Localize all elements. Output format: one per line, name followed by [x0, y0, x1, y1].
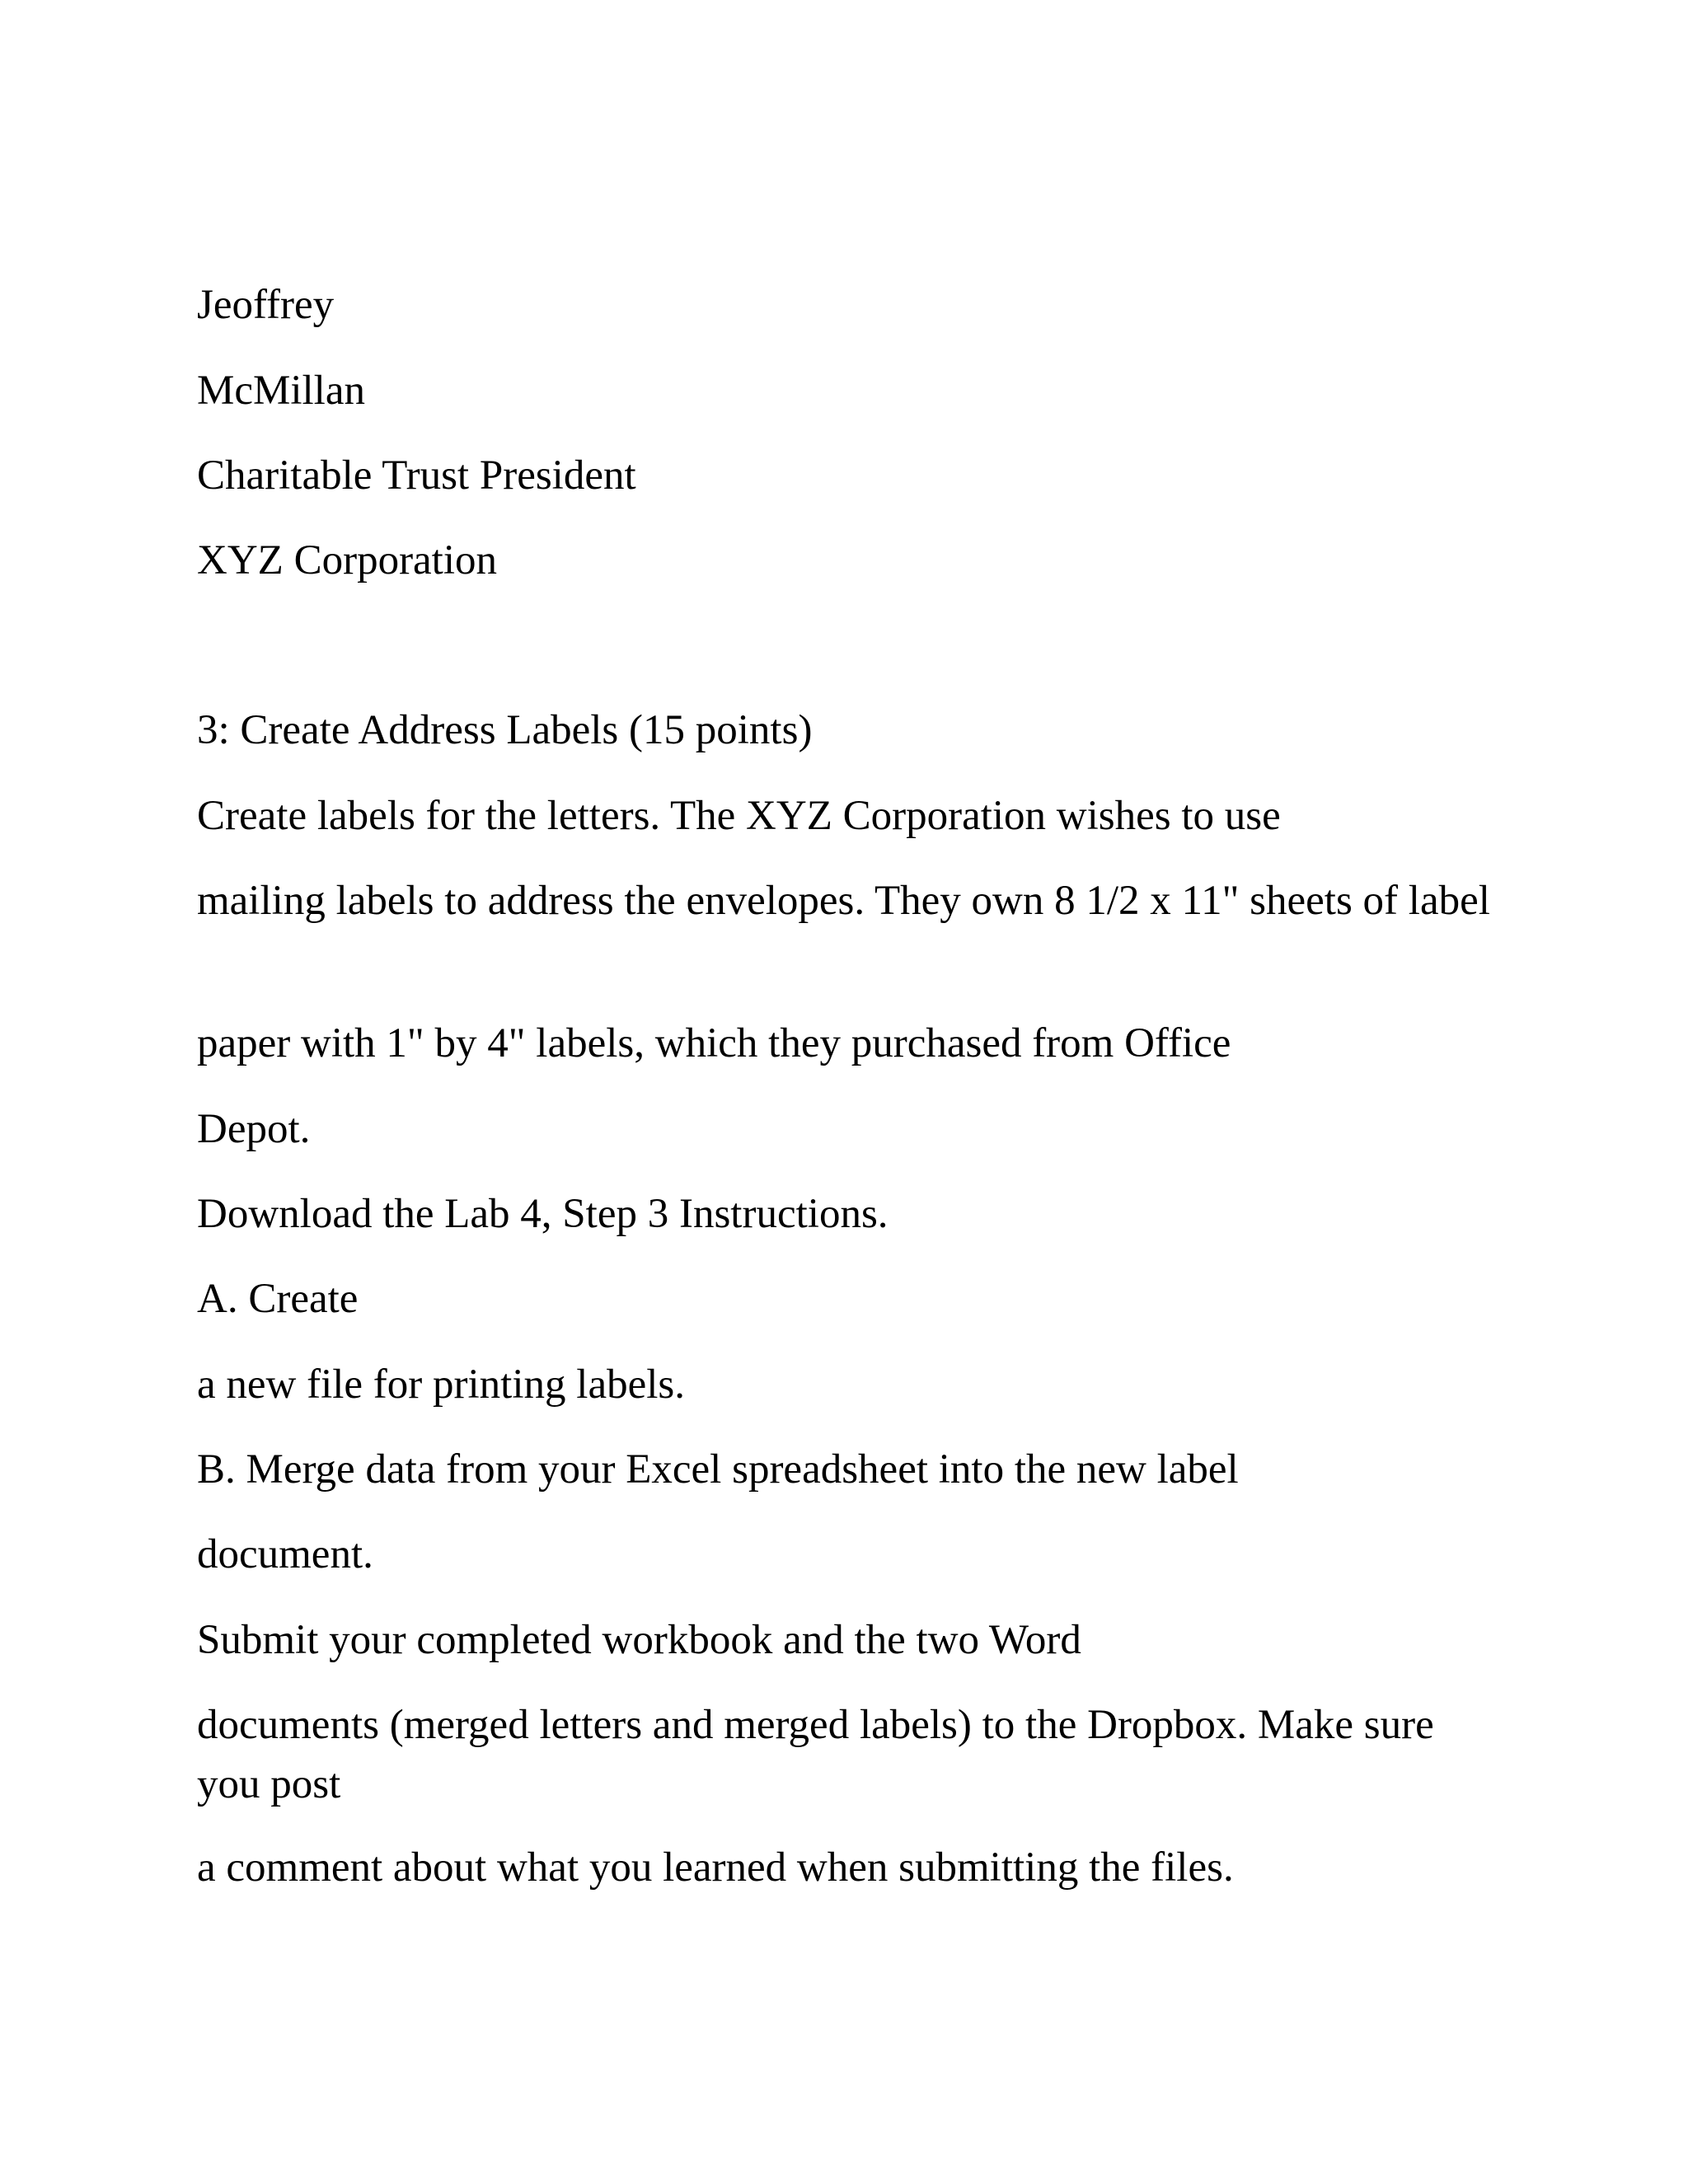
company-name: XYZ Corporation — [197, 537, 498, 583]
instruction-line: paper with 1" by 4" labels, which they purchased from Office — [197, 1020, 1231, 1066]
last-name: McMillan — [197, 368, 365, 414]
instruction-line: A. Create — [197, 1276, 359, 1322]
instruction-line: mailing labels to address the envelopes. They own 8 1/2 x 11" sheets of label — [197, 878, 1490, 924]
instruction-line: a comment about what you learned when submitting the files. — [197, 1844, 1234, 1891]
instruction-line: documents (merged letters and merged labels) to the Dropbox. Make sure you post — [197, 1702, 1434, 1807]
recipient-title: Charitable Trust President — [197, 452, 636, 499]
instruction-line: Download the Lab 4, Step 3 Instructions. — [197, 1191, 889, 1237]
section-heading: 3: Create Address Labels (15 points) — [197, 707, 813, 753]
instruction-line: a new file for printing labels. — [197, 1361, 685, 1408]
instruction-line: Submit your completed workbook and the two Word — [197, 1617, 1081, 1663]
instruction-line: Depot. — [197, 1106, 311, 1152]
instruction-line: document. — [197, 1531, 373, 1577]
instruction-line: B. Merge data from your Excel spreadsheet into the new label — [197, 1446, 1239, 1493]
instruction-line: Create labels for the letters. The XYZ Corporation wishes to use — [197, 793, 1281, 839]
first-name: Jeoffrey — [197, 282, 335, 328]
